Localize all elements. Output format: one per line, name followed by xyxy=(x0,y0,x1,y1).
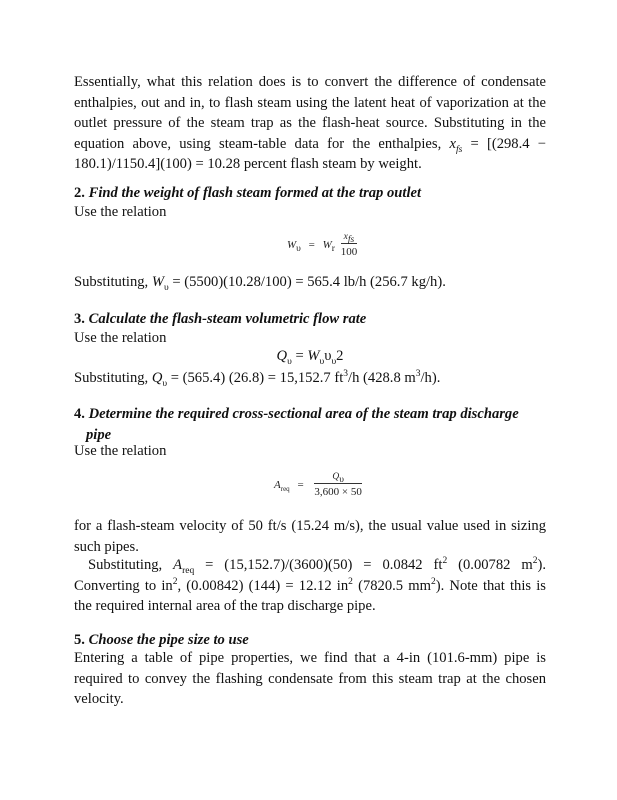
step-3-substitution xyxy=(74,368,546,389)
p2-pre: Substituting, xyxy=(88,557,174,573)
step-2-heading xyxy=(74,183,546,204)
eq-den: 100 xyxy=(340,246,358,258)
rel-q-sub: υ xyxy=(287,356,292,367)
eq-fraction xyxy=(341,232,358,258)
step-title: Choose the pipe size to use xyxy=(88,632,249,648)
sub-var-sub: υ xyxy=(164,282,169,293)
sub-post: = (5500)(10.28/100) = 565.4 lb/h (256.7 kg/h). xyxy=(168,274,446,290)
p2-end: ). Note that this is the required internal area of the trap discharge pipe. xyxy=(74,577,546,614)
eq-num-sub: υ xyxy=(339,474,344,485)
step-4-heading xyxy=(74,404,546,445)
step-title: Find the weight of flash steam formed at the trap outlet xyxy=(88,185,422,201)
p2-var-sub: req xyxy=(182,565,195,576)
step-3-heading xyxy=(74,309,546,330)
sub-mid-2: /h (428.8 m xyxy=(348,370,416,386)
eq-den: 3,600 × 50 xyxy=(314,486,362,498)
step-title: Determine the required cross-sectional area of the steam trap discharge xyxy=(88,406,519,422)
sub-mid: = (565.4) (26.8) = 15,152.7 ft xyxy=(167,370,344,386)
eq-op: = xyxy=(297,479,304,491)
rel-v: υ xyxy=(324,348,332,364)
equation-area xyxy=(274,472,362,498)
step-number: 2. xyxy=(74,185,85,201)
rel-v-sub: υ xyxy=(331,356,337,367)
eq-lhs-sub: req xyxy=(280,485,290,494)
rel-q: Q xyxy=(276,348,288,364)
eq-lhs: W xyxy=(287,239,297,251)
sup: 2 xyxy=(172,576,178,587)
eq-rhs: W xyxy=(322,239,332,251)
equation-flash-weight xyxy=(287,232,357,258)
eq-num-sub: fs xyxy=(347,234,355,245)
eq-lhs-sub: υ xyxy=(296,244,301,255)
eq-lhs: A xyxy=(274,479,281,491)
sup: 2 xyxy=(532,556,538,567)
rel-end: 2 xyxy=(336,348,344,364)
p2-mid-3: ). Converting to in xyxy=(74,557,546,594)
intro-text: Essentially, what this relation does is to convert the difference of condensate enthalpies, out and in, to flash steam using the latent heat of vaporization at the outlet pressure of the steam trap as the flash-heat source. Substituting in the equation above, using steam-table data for the enthalpies, xyxy=(74,74,546,152)
sub-end: /h). xyxy=(420,370,441,386)
step-4-paragraph-2 xyxy=(74,555,546,617)
eq-rhs-sub: r xyxy=(331,244,335,255)
eq-fraction xyxy=(314,472,361,498)
var-x-sub: fs xyxy=(455,144,463,155)
step-title-cont: pipe xyxy=(86,426,112,443)
p2-var: A xyxy=(173,557,183,573)
var-x: x xyxy=(449,135,456,152)
step-2-substitution xyxy=(74,272,546,293)
step-4-paragraph-1: for a flash-steam velocity of 50 ft/s (15.24 m/s), the usual value used in sizing such pipes. xyxy=(74,518,546,555)
step-title: Calculate the flash-steam volumetric flow rate xyxy=(88,311,367,327)
step-number: 5. xyxy=(74,632,85,648)
rel-w-sub: υ xyxy=(319,356,325,367)
sub-pre: Substituting, xyxy=(74,274,152,290)
sup-1: 3 xyxy=(343,369,349,380)
p2-mid-4: , (0.00842) (144) = 12.12 in xyxy=(177,577,349,594)
eq-num: x xyxy=(343,232,348,242)
sup-2: 3 xyxy=(415,369,421,380)
intro-paragraph xyxy=(74,72,546,175)
step-number: 4. xyxy=(74,406,85,422)
step-4-use: Use the relation xyxy=(74,443,167,459)
step-5-paragraph: Entering a table of pipe properties, we find that a 4-in (101.6-mm) pipe is required to convey the flashing condensate from this steam trap at the chosen velocity. xyxy=(74,650,546,707)
intro-text-end: = [(298.4 − 180.1)/1150.4](100) = 10.28 percent flash steam by weight. xyxy=(74,135,546,172)
rel-w: W xyxy=(307,348,320,364)
sup: 2 xyxy=(442,556,448,567)
p2-mid-2: (0.00782 m xyxy=(447,557,533,573)
step-3-use: Use the relation xyxy=(74,330,167,346)
sub-pre: Substituting, xyxy=(74,370,152,386)
step-number: 3. xyxy=(74,311,85,327)
sup: 2 xyxy=(348,576,353,587)
sub-var: W xyxy=(151,274,165,290)
sub-var-sub: υ xyxy=(162,378,168,389)
step-2-use: Use the relation xyxy=(74,204,167,220)
p2-mid: = (15,152.7)/(3600)(50) = 0.0842 ft xyxy=(194,557,443,573)
p2-mid-5: (7820.5 mm xyxy=(352,577,431,594)
sub-var: Q xyxy=(151,370,163,386)
step-3-relation xyxy=(74,346,546,367)
eq-op: = xyxy=(308,239,315,251)
sup: 2 xyxy=(430,576,436,587)
eq-num: Q xyxy=(332,472,340,482)
rel-eq: = xyxy=(291,348,308,364)
